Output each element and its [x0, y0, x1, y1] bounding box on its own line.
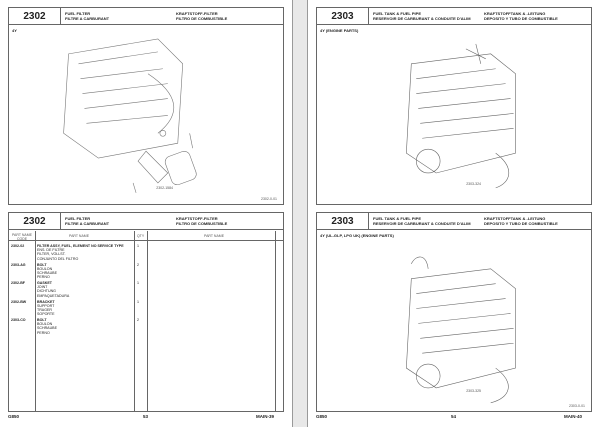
footer-ref: MAIN-39 — [256, 414, 275, 419]
title-en: FUEL TANK & FUEL PIPE — [373, 216, 422, 221]
part-code: 2303-CO — [11, 318, 26, 322]
footer-model: G850 — [316, 414, 328, 419]
col-qty: QTY — [137, 234, 145, 238]
part-name: BRACKET — [37, 299, 55, 304]
footer-page: 54 — [451, 414, 457, 419]
title-de: KRAFTSTOFF-FILTER — [176, 216, 218, 221]
part-code: 2302-02 — [11, 244, 25, 248]
part-code: 2303-AG — [11, 262, 26, 267]
part-code: 2302-BF — [11, 281, 25, 285]
part-qty: 1 — [137, 244, 139, 248]
title-fr: FILTRE A CARBURANT — [65, 221, 110, 226]
title-fr: RESERVOIR DE CARBURANT & CONDUITE D'ALIM — [373, 16, 471, 21]
col-name: PART NAME — [69, 234, 90, 238]
part-name: FILTER ASSY, FUEL, ELEMENT NO SERVICE TYPE — [37, 244, 124, 248]
footer-page: 53 — [143, 414, 149, 419]
part-code: 2302-BW — [11, 299, 27, 304]
part-name-es: PERNO — [37, 330, 50, 335]
footer-ref: MAIN-40 — [564, 414, 583, 419]
subtitle: 4Y — [12, 28, 17, 33]
engine-diagram — [317, 239, 591, 410]
title-fr: RESERVOIR DE CARBURANT & CONDUITE D'ALIM — [373, 221, 471, 226]
part-name-de: FILTER, VOLLST. — [37, 252, 66, 257]
col-name: PART NAME — [204, 234, 225, 238]
ref-code: 2302-0-01 — [261, 197, 277, 201]
part-name-fr: BOULON — [37, 266, 53, 271]
illustration-panel — [316, 7, 592, 205]
figure-code: 2303-325 — [466, 389, 481, 393]
part-name-de: DICHTUNG — [37, 289, 56, 294]
illustration-panel — [8, 7, 284, 205]
title-es: DEPOSITO Y TUBO DE COMBUSTIBLE — [484, 16, 558, 21]
part-qty: 2 — [137, 318, 139, 322]
title-en: FUEL FILTER — [65, 216, 91, 221]
section-number: 2302 — [9, 213, 61, 229]
part-name-es: CONJUNTO DEL FILTRO — [37, 256, 79, 261]
part-name-fr: SUPPORT — [37, 303, 55, 308]
title-en: FUEL FILTER — [65, 11, 91, 16]
illustration-panel — [316, 212, 592, 412]
left-page — [0, 0, 292, 427]
part-name: BOLT — [37, 318, 47, 322]
part-name-es: EMPAQUETADURA — [37, 293, 70, 298]
figure-code: 2302-1584 — [156, 186, 173, 190]
title-fr: FILTRE A CARBURANT — [65, 16, 110, 21]
part-name: GASKET — [37, 281, 52, 285]
title-de: KRAFTSTOFF-FILTER — [176, 11, 218, 16]
part-name-de: SCHRAUBE — [37, 326, 57, 331]
ref-code: 2303-0-01 — [569, 404, 585, 408]
figure-code: 2303-324 — [466, 182, 481, 186]
part-name-es: PERNO — [37, 275, 50, 280]
footer-model: G850 — [8, 414, 20, 419]
fuel-filter-diagram — [9, 34, 283, 205]
title-de: KRAFTSTOFFTANK & -LEITUNG — [484, 216, 546, 221]
title-es: FILTRO DE COMBUSTIBLE — [176, 16, 228, 21]
subtitle: 4Y (UL-GLP, LPG UK) (ENGINE PARTS) — [320, 233, 394, 238]
subtitle: 4Y (ENGINE PARTS) — [320, 28, 359, 33]
parts-table — [9, 231, 283, 411]
right-page — [308, 0, 600, 427]
parts-list-panel — [8, 212, 284, 412]
part-name-es: SOPORTE — [37, 312, 55, 317]
engine-diagram — [317, 34, 591, 205]
part-name-fr: BOULON — [37, 322, 53, 327]
col-code: PART NAME CODE — [11, 233, 33, 241]
part-qty: 1 — [137, 281, 139, 285]
section-number: 2303 — [317, 213, 369, 229]
title-de: KRAFTSTOFFTANK & -LEITUNG — [484, 11, 546, 16]
title-es: FILTRO DE COMBUSTIBLE — [176, 221, 228, 226]
title-en: FUEL TANK & FUEL PIPE — [373, 11, 422, 16]
part-name-fr: ENS. DE FILTRE — [37, 248, 65, 253]
part-qty: 2 — [137, 262, 139, 267]
section-number: 2303 — [317, 8, 369, 24]
part-name-fr: JOINT — [37, 285, 48, 290]
section-number: 2302 — [9, 8, 61, 24]
part-name: BOLT — [37, 262, 47, 267]
part-name-de: TRAGER — [37, 307, 52, 312]
page-gutter — [292, 0, 308, 427]
part-qty: 1 — [137, 299, 139, 304]
part-name-de: SCHRAUBE — [37, 270, 57, 275]
title-es: DEPOSITO Y TUBO DE COMBUSTIBLE — [484, 221, 558, 226]
